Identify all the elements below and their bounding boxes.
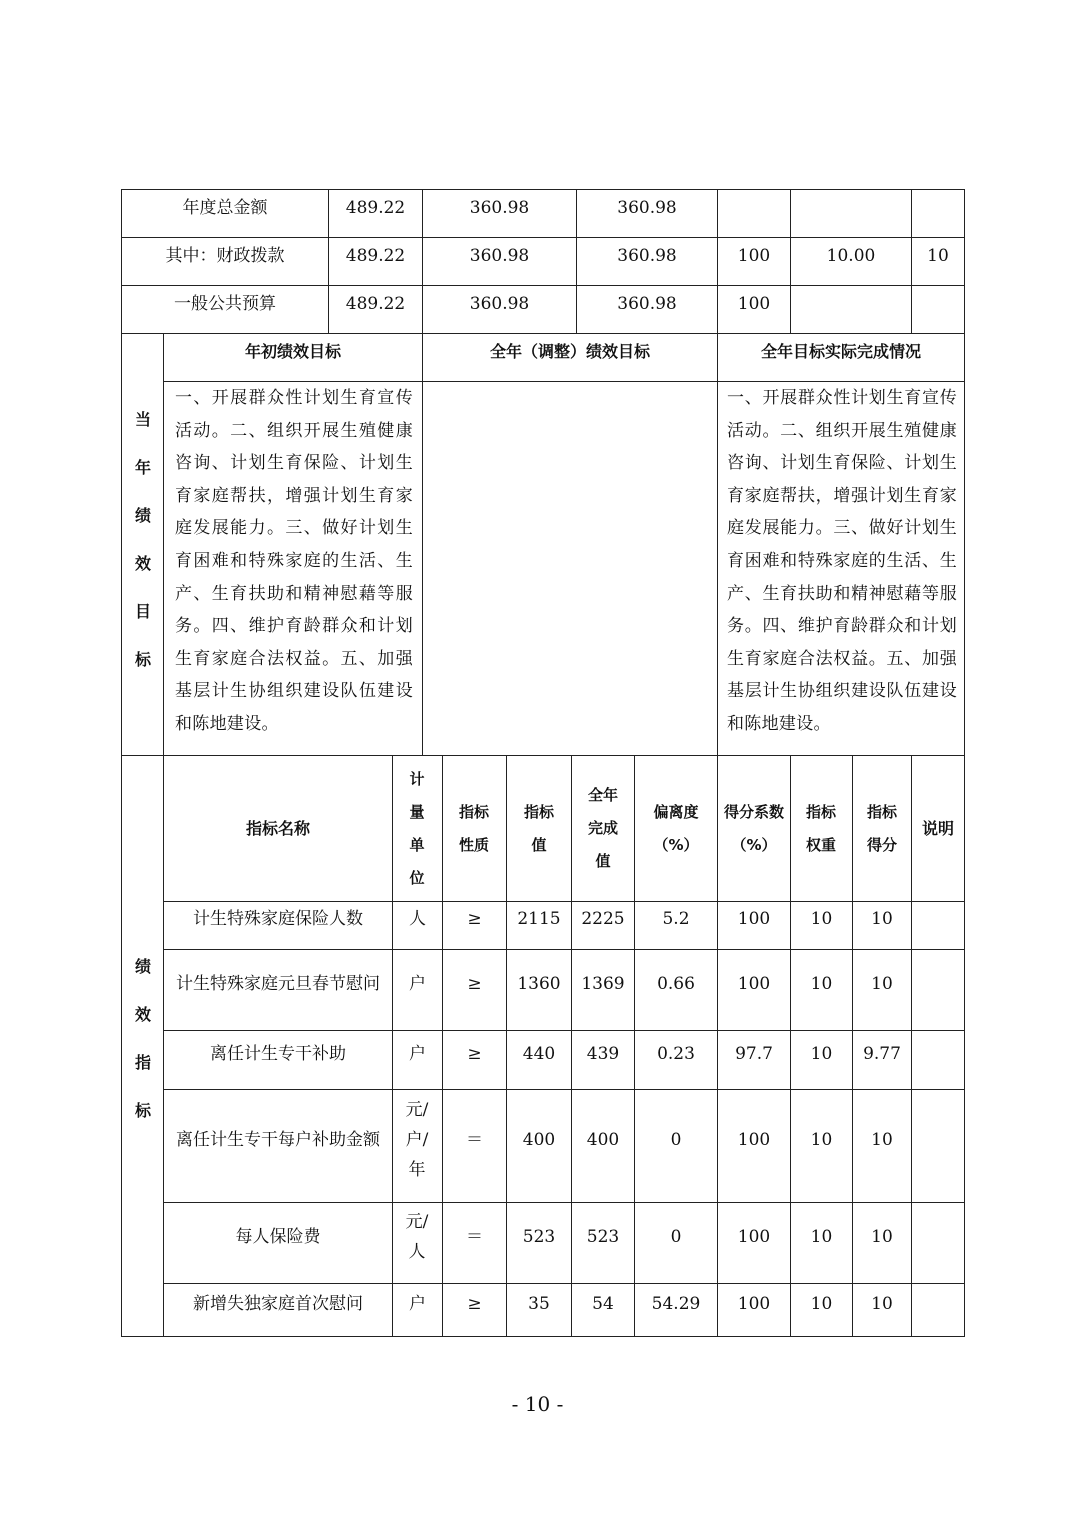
- indicator-done: 439: [586, 1044, 620, 1064]
- indicator-score: 10: [871, 1130, 893, 1150]
- grid-line: [121, 1336, 965, 1337]
- header-note: 说明: [921, 818, 954, 838]
- goals-header-initial: 年初绩效目标: [244, 342, 341, 361]
- header-nature: 指标性质: [458, 802, 489, 854]
- indicator-dev: 0.23: [657, 1044, 695, 1064]
- indicator-done: 400: [586, 1130, 620, 1150]
- goals-initial-text: 一、开展群众性计划生育宣传活动。二、组织开展生殖健康咨询、计划生育保险、计划生育家庭帮扶，增强计划生育家庭发展能力。三、做好计划生育困难和特殊家庭的生活、生产、生育扶助和精神慰藉等服务。四、维护育龄群众和计划生育家庭合法权益。五、加强基层计生协组织建设队伍建设和陈地建设。: [175, 388, 413, 734]
- indicator-unit: 人: [409, 909, 426, 929]
- budget-label: 年度总金额: [182, 198, 268, 218]
- indicator-coef: 100: [737, 1130, 771, 1150]
- budget-weight: [791, 190, 911, 226]
- goals-actual-text: 一、开展群众性计划生育宣传活动。二、组织开展生殖健康咨询、计划生育保险、计划生育家庭帮扶，增强计划生育家庭发展能力。三、做好计划生育困难和特殊家庭的生活、生产、生育扶助和精神慰藉等服务。四、维护育龄群众和计划生育家庭合法权益。五、加强基层计生协组织建设队伍建设和陈地建设。: [727, 388, 957, 734]
- indicator-coef: 100: [737, 909, 771, 929]
- indicator-note: [912, 1203, 964, 1271]
- indicator-score: 10: [871, 974, 893, 994]
- budget-actual: 360.98: [617, 246, 677, 266]
- indicator-dev: 0.66: [657, 974, 695, 994]
- indicator-score: 10: [871, 909, 893, 929]
- indicator-done: 1369: [581, 974, 625, 994]
- budget-actual: 360.98: [617, 198, 677, 218]
- indicator-name: 计生特殊家庭保险人数: [193, 909, 363, 929]
- header-value: 指标值: [523, 802, 554, 854]
- indicator-weight: 10: [810, 1227, 833, 1247]
- indicator-note: [912, 1090, 964, 1190]
- indicator-value: 1360: [517, 974, 561, 994]
- indicator-weight: 10: [810, 974, 833, 994]
- budget-rate: 100: [737, 294, 771, 314]
- budget-adjusted: 360.98: [469, 294, 530, 314]
- indicator-nature: ≥: [467, 1044, 482, 1064]
- indicator-score: 9.77: [863, 1044, 901, 1064]
- budget-label: 一般公共预算: [174, 294, 276, 314]
- indicator-name: 计生特殊家庭元旦春节慰问: [176, 973, 380, 994]
- goals-header-adjusted: 全年（调整）绩效目标: [489, 342, 650, 361]
- indicator-dev: 5.2: [662, 909, 690, 929]
- header-score: 指标得分: [866, 802, 897, 854]
- page-number: - 10 -: [511, 1392, 564, 1416]
- budget-label: 其中：财政拨款: [165, 246, 285, 266]
- indicator-unit: 户: [409, 1294, 426, 1314]
- grid-line: [121, 189, 122, 1337]
- header-dev: 偏离度（%）: [653, 802, 699, 854]
- indicator-weight: 10: [810, 909, 833, 929]
- goals-section-label: 当年绩效目标: [134, 410, 151, 669]
- budget-score: [912, 286, 964, 322]
- header-done: 全年完成值: [587, 786, 618, 870]
- budget-score: [912, 190, 964, 226]
- budget-initial: 489.22: [345, 294, 406, 314]
- indicator-name: 新增失独家庭首次慰问: [193, 1294, 363, 1314]
- budget-rate: [718, 190, 790, 226]
- indicator-weight: 10: [810, 1130, 833, 1150]
- budget-weight: 10.00: [826, 246, 876, 266]
- indicator-weight: 10: [810, 1294, 833, 1314]
- indicator-nature: ＝: [466, 1227, 483, 1247]
- header-name: 指标名称: [245, 818, 310, 838]
- indicator-unit: 元/户/年: [405, 1100, 429, 1180]
- indicator-coef: 100: [737, 974, 771, 994]
- grid-line: [964, 189, 965, 1337]
- indicator-coef: 97.7: [735, 1044, 773, 1064]
- indicator-note: [912, 902, 964, 936]
- indicator-nature: ≥: [467, 1294, 482, 1314]
- indicator-name: 每人保险费: [235, 1227, 321, 1247]
- indicator-note: [912, 950, 964, 1018]
- budget-weight: [791, 286, 911, 322]
- indicators-section-label: 绩效指标: [134, 957, 151, 1120]
- indicator-value: 400: [522, 1130, 556, 1150]
- indicator-note: [912, 1284, 964, 1324]
- budget-initial: 489.22: [345, 246, 406, 266]
- indicator-done: 2225: [581, 909, 625, 929]
- budget-rate: 100: [737, 246, 771, 266]
- indicator-unit: 户: [409, 1044, 426, 1064]
- indicator-value: 2115: [517, 909, 561, 929]
- budget-adjusted: 360.98: [469, 198, 530, 218]
- indicator-nature: ≥: [467, 974, 482, 994]
- indicator-dev: 0: [670, 1227, 682, 1247]
- goals-header-actual: 全年目标实际完成情况: [760, 342, 921, 361]
- indicator-nature: ＝: [466, 1130, 483, 1150]
- indicator-nature: ≥: [467, 909, 482, 929]
- header-coef: 得分系数（%）: [723, 802, 784, 854]
- indicator-score: 10: [871, 1227, 893, 1247]
- indicator-dev: 54.29: [651, 1294, 701, 1314]
- budget-adjusted: 360.98: [469, 246, 530, 266]
- indicator-dev: 0: [670, 1130, 682, 1150]
- budget-initial: 489.22: [345, 198, 406, 218]
- budget-actual: 360.98: [617, 294, 677, 314]
- indicator-value: 35: [528, 1294, 550, 1314]
- indicator-name: 离任计生专干补助: [210, 1044, 346, 1064]
- budget-score: 10: [927, 246, 949, 266]
- indicator-value: 523: [522, 1227, 556, 1247]
- indicator-done: 54: [592, 1294, 614, 1314]
- indicator-score: 10: [871, 1294, 893, 1314]
- indicator-unit: 户: [409, 974, 426, 994]
- indicator-name: 离任计生专干每户补助金额: [176, 1129, 380, 1150]
- indicator-value: 440: [522, 1044, 556, 1064]
- indicator-weight: 10: [810, 1044, 833, 1064]
- indicator-done: 523: [586, 1227, 620, 1247]
- indicator-coef: 100: [737, 1294, 771, 1314]
- indicator-unit: 元/人: [405, 1212, 429, 1262]
- header-unit: 计量单位: [409, 769, 425, 887]
- indicator-coef: 100: [737, 1227, 771, 1247]
- header-weight: 指标权重: [805, 802, 836, 854]
- indicator-note: [912, 1031, 964, 1077]
